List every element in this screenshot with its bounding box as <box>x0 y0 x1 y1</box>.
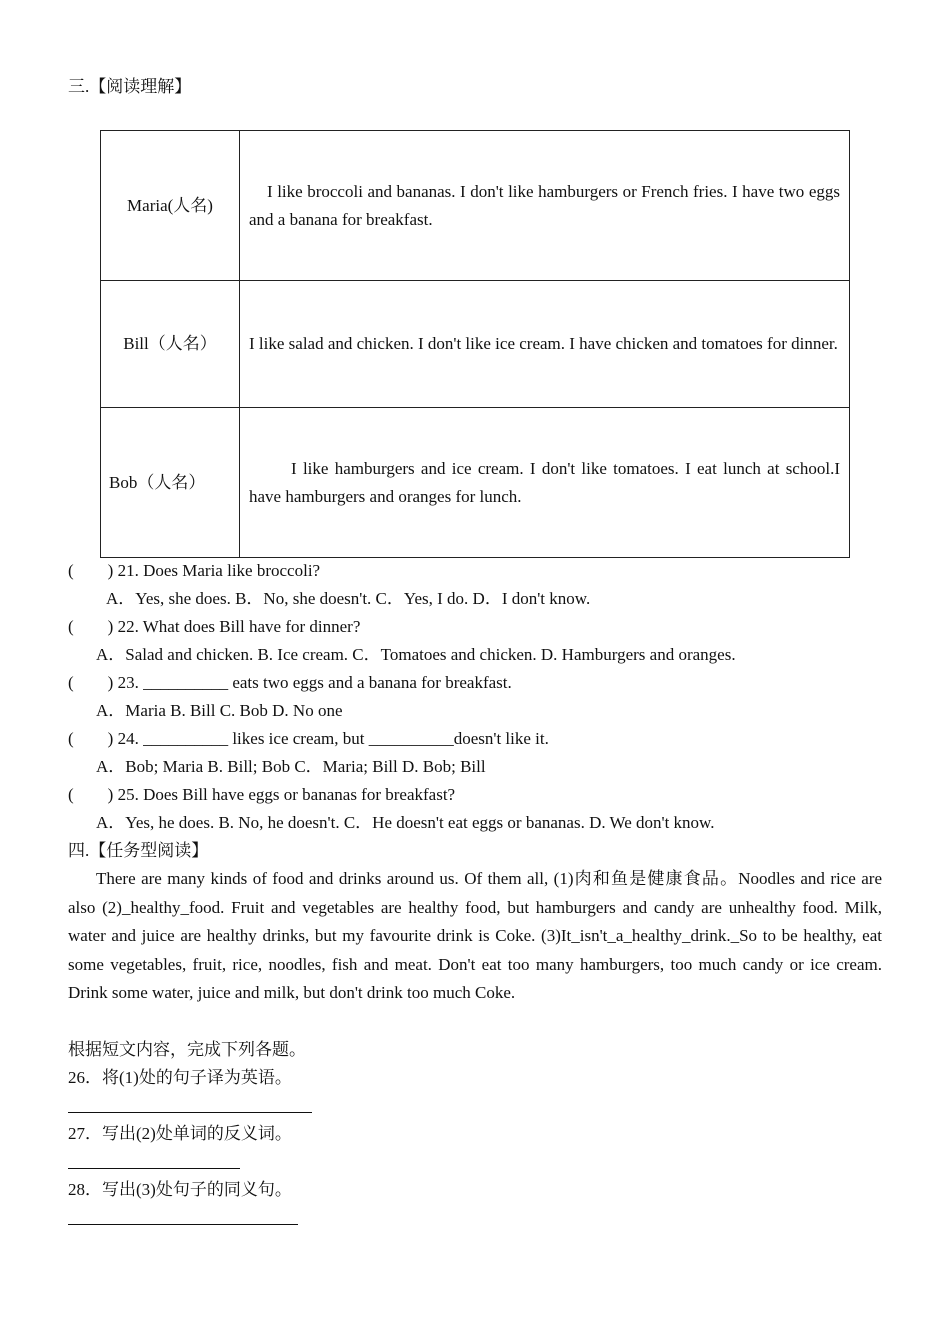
question-24: ( ) 24. __________ likes ice cream, but __________doesn't like it. <box>68 729 549 748</box>
table-row <box>101 131 850 281</box>
options-23: A．Maria B. Bill C. Bob D. No one <box>96 701 343 720</box>
task-28: 28．写出(3)处句子的同义句。 <box>68 1180 292 1199</box>
person-name: Bob（人名） <box>101 408 240 558</box>
reading-table <box>100 130 850 558</box>
person-statement: I like salad and chicken. I don't like ice cream. I have chicken and tomatoes for dinner. <box>240 281 850 408</box>
person-statement: I like hamburgers and ice cream. I don't like tomatoes. I eat lunch at school.I have hamburgers and oranges for lunch. <box>240 408 850 558</box>
options-22: A．Salad and chicken. B. Ice cream. C．Tomatoes and chicken. D. Hamburgers and oranges. <box>96 645 736 664</box>
section-3-heading: 三.【阅读理解】 <box>68 77 192 96</box>
task-27: 27．写出(2)处单词的反义词。 <box>68 1124 292 1143</box>
section-4-heading: 四.【任务型阅读】 <box>68 841 209 860</box>
answer-line-28[interactable] <box>68 1224 298 1225</box>
options-24: A．Bob; Maria B. Bill; Bob C．Maria; Bill D. Bob; Bill <box>96 757 486 776</box>
options-25: A．Yes, he does. B. No, he doesn't. C．He doesn't eat eggs or bananas. D. We don't know. <box>96 813 715 832</box>
question-21: ( ) 21. Does Maria like broccoli? <box>68 561 321 580</box>
answer-line-27[interactable] <box>68 1168 240 1169</box>
question-25: ( ) 25. Does Bill have eggs or bananas for breakfast? <box>68 785 456 804</box>
reading-passage: There are many kinds of food and drinks around us. Of them all, (1)肉和鱼是健康食品。Noodles and rice are also (2)_healthy_food. Fruit and vegetables are healthy food, but hamburgers and candy are unhealthy food. Milk, water and juice are healthy drinks, but my favourite drink is Coke. (3)It_isn't_a_healthy_drink._So to be healthy, eat some vegetables, fruit, rice, noodles, fish and meat. Don't eat too many hamburgers, too much candy or ice cream. Drink some water, juice and milk, but don't drink too much Coke. <box>68 869 882 1003</box>
question-23: ( ) 23. __________ eats two eggs and a banana for breakfast. <box>68 673 512 692</box>
task-26: 26．将(1)处的句子译为英语。 <box>68 1068 292 1087</box>
options-21: A．Yes, she does. B．No, she doesn't. C．Yes, I do. D．I don't know. <box>106 589 591 608</box>
task-instruction: 根据短文内容，完成下列各题。 <box>68 1040 306 1059</box>
person-statement: I like broccoli and bananas. I don't like hamburgers or French fries. I have two eggs and a banana for breakfast. <box>240 131 850 281</box>
person-name: Maria(人名) <box>101 131 240 281</box>
person-name: Bill（人名） <box>101 281 240 408</box>
table-row <box>101 408 850 558</box>
table-row <box>101 281 850 408</box>
question-22: ( ) 22. What does Bill have for dinner? <box>68 617 361 636</box>
answer-line-26[interactable] <box>68 1112 312 1113</box>
